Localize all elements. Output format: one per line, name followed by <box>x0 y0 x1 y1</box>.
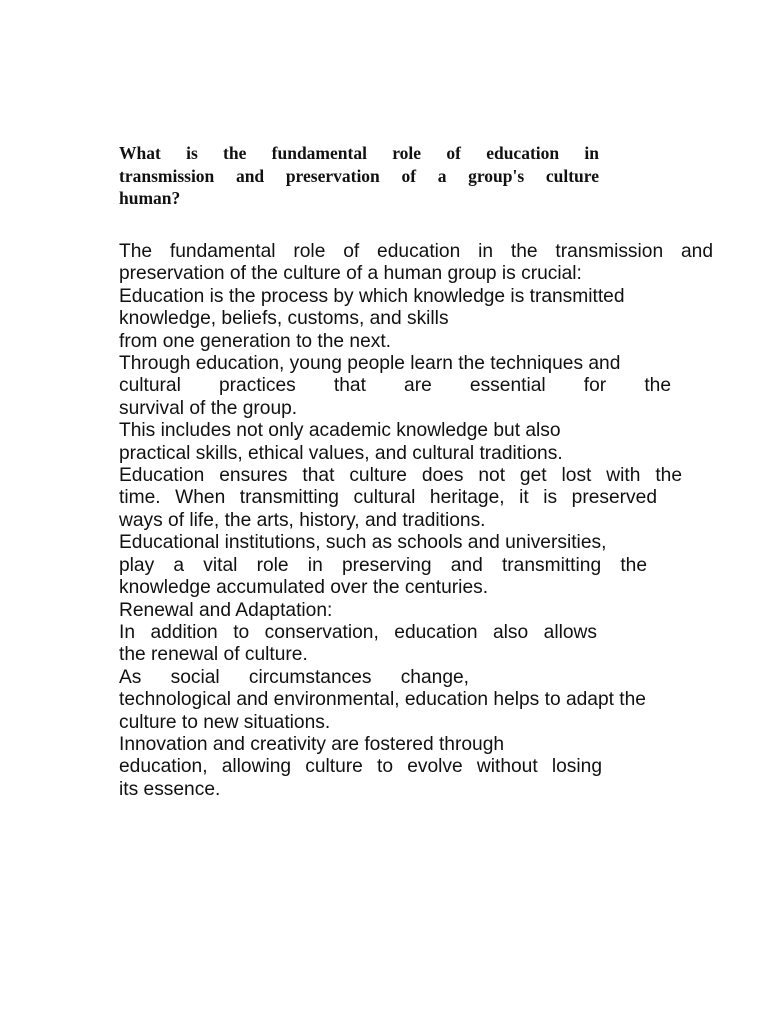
body-line: time. When transmitting cultural heritage, it is preserved <box>119 487 657 509</box>
body-line: the renewal of culture. <box>119 644 308 666</box>
body-line: technological and environmental, education helps to adapt the <box>119 689 646 711</box>
body-line: This includes not only academic knowledge but also <box>119 420 561 442</box>
question-line: What is the fundamental role of education in <box>119 143 599 163</box>
body-line: preservation of the culture of a human group is crucial: <box>119 263 582 285</box>
body-line: Renewal and Adaptation: <box>119 599 333 621</box>
body-line: As social circumstances change, <box>119 666 469 688</box>
body-line: Education is the process by which knowledge is transmitted <box>119 285 625 307</box>
body-line: knowledge, beliefs, customs, and skills <box>119 308 449 330</box>
body-line: its essence. <box>119 778 221 800</box>
answer-body <box>119 241 713 801</box>
body-line: from one generation to the next. <box>119 330 391 352</box>
question-line: transmission and preservation of a group's culture <box>119 165 599 186</box>
body-line: The fundamental role of education in the transmission and <box>119 241 713 262</box>
body-line: culture to new situations. <box>119 711 331 733</box>
body-line: Through education, young people learn the techniques and <box>119 353 621 375</box>
body-line: cultural practices that are essential for the <box>119 375 671 397</box>
body-line: play a vital role in preserving and transmitting the <box>119 554 647 576</box>
question-heading <box>119 142 599 210</box>
question-line: human? <box>119 188 181 208</box>
body-line: ways of life, the arts, history, and traditions. <box>119 509 486 531</box>
body-line: survival of the group. <box>119 397 298 419</box>
body-line: Educational institutions, such as schools and universities, <box>119 532 607 554</box>
body-line: knowledge accumulated over the centuries. <box>119 577 489 599</box>
body-line: Education ensures that culture does not get lost with the <box>119 465 682 487</box>
body-line: Innovation and creativity are fostered through <box>119 733 505 755</box>
body-line: education, allowing culture to evolve without losing <box>119 756 602 778</box>
body-line: In addition to conservation, education also allows <box>119 621 597 643</box>
body-line: practical skills, ethical values, and cultural traditions. <box>119 442 563 464</box>
